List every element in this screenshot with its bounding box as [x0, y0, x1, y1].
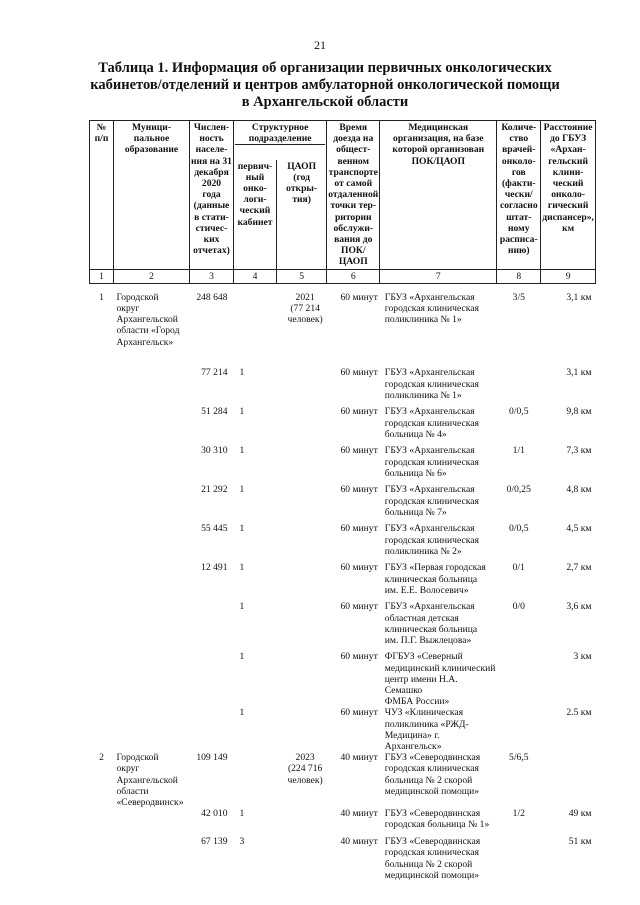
header-line: образование [124, 144, 179, 156]
table-cell-mun [114, 836, 190, 886]
cell-line: ФГБУЗ «Северный [384, 651, 463, 663]
table-cell-n [90, 707, 114, 752]
column-number: 2 [114, 269, 190, 283]
table-cell-pop [190, 651, 234, 707]
cell-line: ГБУЗ «Архангельская [384, 367, 475, 379]
table-cell-mun [114, 752, 190, 808]
table-row [90, 707, 596, 752]
table-cell-pok: 1 [239, 707, 245, 719]
title-line-1: Таблица 1. Информация об организации первичных онкологических [98, 60, 552, 76]
table-cell-caop [277, 367, 327, 406]
header-line: населе- [195, 144, 228, 156]
cell-line: городская клиническая [384, 847, 479, 859]
header-line: онколо- [501, 155, 536, 167]
cell-line: человек) [287, 314, 323, 326]
header-line: ческий [239, 205, 271, 217]
header-line: венном [337, 155, 370, 167]
table-cell-pop: 12 491 [201, 562, 228, 574]
table-cell-org [380, 484, 497, 523]
header-line: общест- [336, 144, 371, 156]
table-row [90, 484, 596, 523]
cell-line: ГБУЗ «Архангельская [384, 406, 475, 418]
table-cell-pop [190, 601, 234, 651]
table-cell-doc [497, 651, 541, 707]
table-cell-dist: 4,8 км [566, 484, 592, 496]
table-cell-mun [114, 406, 190, 445]
header-line: Медицинская [408, 122, 469, 133]
table-cell-pop: 109 149 [196, 752, 228, 764]
table-cell-dist: 51 км [568, 836, 592, 848]
header-line: ческий [552, 178, 584, 190]
table-cell-caop [277, 808, 327, 836]
table-row [90, 808, 596, 836]
table-cell-pok: 1 [239, 808, 245, 820]
table-cell-pop: 30 310 [201, 445, 228, 457]
header-line: чески/ [504, 189, 533, 201]
header-line: ритории [334, 211, 372, 223]
table-row [90, 651, 596, 707]
table-cell-dist [541, 752, 596, 808]
cell-line: Медицина» г. Архангельск» [384, 729, 442, 752]
table-cell-pop: 248 648 [196, 291, 228, 303]
table-cell-time: 60 минут [340, 651, 378, 663]
table-cell-dist: 3,1 км [566, 291, 592, 303]
cell-line: ГБУЗ «Архангельская [384, 601, 475, 613]
table-cell-caop [277, 484, 327, 523]
table-cell-caop [277, 836, 327, 886]
title-line-2: кабинетов/отделений и центров амбулаторной онкологической помощи [90, 77, 560, 93]
table-cell-n [90, 562, 114, 601]
table-cell-org [380, 808, 497, 836]
table-cell-org [380, 445, 497, 484]
header-line: Расстояние [543, 122, 593, 133]
table-cell-mun [114, 445, 190, 484]
cell-line: больница № 4» [384, 428, 447, 440]
header-line: ЦАОП [338, 256, 368, 268]
header-line: от самой [334, 178, 373, 190]
header-line: Муници- [131, 122, 172, 133]
header-caop [277, 160, 327, 270]
header-line: пальное [133, 133, 170, 145]
oncology-table [89, 120, 596, 886]
header-line: 2020 [201, 178, 222, 190]
table-cell-dist: 3,1 км [566, 367, 592, 379]
table-cell-n [90, 484, 114, 523]
table-cell-doc: 0/0,5 [509, 406, 529, 418]
cell-line: городская больница № 1» [384, 819, 490, 831]
header-population [190, 121, 234, 270]
table-cell-pop: 67 139 [201, 836, 228, 848]
cell-line: ГБУЗ «Архангельская [384, 484, 475, 496]
table-cell-pop: 51 284 [201, 406, 228, 418]
column-number: 6 [327, 269, 380, 283]
cell-line: ГБУЗ «Первая городская [384, 562, 486, 574]
table-cell-pok [234, 283, 277, 367]
header-oncologists-count [497, 121, 541, 270]
table-cell-pop: 42 010 [201, 808, 228, 820]
table-cell-dist: 9,8 км [566, 406, 592, 418]
header-line: ный [245, 171, 265, 183]
header-line: в стати- [194, 211, 229, 223]
table-cell-pok: 1 [239, 523, 245, 535]
table-cell-pok [234, 752, 277, 808]
header-line: логи- [243, 194, 267, 206]
header-line: отдаленной [328, 189, 379, 201]
header-medical-organization [380, 121, 497, 270]
cell-line: области [116, 785, 149, 797]
table-cell-caop [277, 445, 327, 484]
header-line: первич- [237, 160, 273, 172]
cell-line: городская клиническая [384, 495, 479, 507]
table-cell-n [90, 601, 114, 651]
table-cell-mun [114, 651, 190, 707]
cell-line: клиническая больница [384, 573, 478, 585]
header-line: врачей- [502, 144, 536, 156]
table-cell-n [90, 367, 114, 406]
header-line: ния на 31 [191, 155, 232, 167]
header-line: ПОК/ЦАОП [411, 155, 465, 167]
header-line: гельский [548, 155, 588, 167]
cell-line: Городской [116, 752, 159, 764]
table-cell-doc [497, 836, 541, 886]
table-cell-doc: 0/0,25 [506, 484, 531, 496]
table-row [90, 752, 596, 808]
table-cell-time: 60 минут [340, 367, 378, 379]
cell-line: городская клиническая [384, 378, 479, 390]
header-travel-time [327, 121, 380, 270]
table-cell-pop [190, 707, 234, 752]
header-line: онко- [243, 183, 267, 195]
cell-line: 2021 [295, 291, 315, 303]
header-line: (данные [193, 200, 230, 212]
table-row [90, 367, 596, 406]
table-cell-org [380, 562, 497, 601]
table-row [90, 283, 596, 367]
table-cell-doc: 3/5 [512, 291, 525, 303]
table-cell-time: 60 минут [340, 562, 378, 574]
cell-line: городская клиническая [384, 534, 479, 546]
table-row [90, 445, 596, 484]
table-cell-caop [277, 562, 327, 601]
table-cell-org [380, 523, 497, 562]
table-cell-time: 60 минут [340, 484, 378, 496]
cell-line: больница № 2 скорой [384, 858, 473, 870]
cell-line: области «Город [116, 325, 180, 337]
cell-line: округ [116, 303, 140, 315]
column-number: 9 [541, 269, 596, 283]
cell-line: медицинский клинический [384, 662, 496, 674]
table-cell-mun [114, 484, 190, 523]
table-cell-dist: 2,7 км [566, 562, 592, 574]
header-line: доезда на [333, 133, 374, 145]
table-cell-n [90, 445, 114, 484]
cell-line: человек) [287, 774, 323, 786]
cell-line: больница № 7» [384, 506, 447, 518]
table-cell-time: 40 минут [340, 752, 378, 764]
cell-line: ФМБА России» [384, 696, 450, 708]
table-cell-dist: 3,6 км [566, 601, 592, 613]
table-cell-caop [277, 283, 327, 367]
table-cell-doc: 0/1 [512, 562, 525, 574]
cell-line: им. П.Г. Выжлецова» [384, 634, 472, 646]
column-number: 5 [277, 269, 327, 283]
header-line: года [202, 189, 221, 201]
table-cell-caop [277, 707, 327, 752]
table-cell-org [380, 367, 497, 406]
header-primary-cabinet [234, 160, 277, 270]
title-line-3: в Архангельской области [241, 94, 409, 110]
table-cell-org [380, 406, 497, 445]
header-line: ность [199, 133, 224, 145]
table-cell-dist: 7,3 км [566, 445, 592, 457]
header-line: гический [547, 200, 589, 212]
cell-line: городская клиническая [384, 456, 479, 468]
column-number: 8 [497, 269, 541, 283]
cell-line: больница № 2 скорой [384, 774, 473, 786]
table-cell-doc: 0/0 [512, 601, 525, 613]
header-line: согласно [499, 200, 538, 212]
header-line: (год [293, 171, 310, 183]
table-cell-caop [277, 523, 327, 562]
table-cell-pop: 77 214 [201, 367, 228, 379]
table-cell-time: 60 минут [340, 291, 378, 303]
cell-line: поликлиника № 1» [384, 314, 462, 326]
cell-line: медицинской помощи» [384, 869, 480, 881]
table-cell-caop [277, 406, 327, 445]
table-cell-mun [114, 707, 190, 752]
table-cell-pop: 21 292 [201, 484, 228, 496]
header-line: гов [511, 166, 526, 178]
column-number: 7 [380, 269, 497, 283]
table-cell-doc: 0/0,5 [509, 523, 529, 535]
header-line: вания до [334, 234, 373, 246]
table-cell-n [90, 406, 114, 445]
table-row [90, 406, 596, 445]
header-line: организация, на базе [393, 133, 484, 145]
table-cell-n [90, 651, 114, 707]
header-number [90, 121, 114, 270]
table-cell-n: 2 [99, 752, 104, 764]
table-cell-n [90, 836, 114, 886]
cell-line: ГБУЗ «Северодвинская [384, 752, 481, 764]
header-line: клини- [552, 166, 584, 178]
header-distance [541, 121, 596, 270]
cell-line: Архангельской [116, 774, 178, 786]
header-line: Количе- [501, 122, 537, 133]
table-cell-org [380, 651, 497, 707]
header-line: ЦАОП [287, 160, 317, 172]
table-cell-time: 60 минут [340, 406, 378, 418]
cell-line: 2023 [295, 752, 315, 764]
cell-line: Городской [116, 291, 159, 303]
table-cell-caop [277, 651, 327, 707]
cell-line: больница № 6» [384, 467, 447, 479]
header-line: стичес- [195, 222, 228, 234]
page-number: 21 [314, 38, 326, 52]
table-cell-dist: 3 км [573, 651, 592, 663]
header-line: п/п [94, 133, 109, 145]
column-numbers-row [90, 269, 596, 283]
table-cell-dist: 4,5 км [566, 523, 592, 535]
cell-line: ЧУЗ «Клиническая [384, 707, 464, 719]
table-cell-pok: 1 [239, 562, 245, 574]
cell-line: ГБУЗ «Архангельская [384, 445, 475, 457]
table-cell-n [90, 523, 114, 562]
table-cell-org [380, 836, 497, 886]
cell-line: ГБУЗ «Архангельская [384, 523, 475, 535]
table-cell-n [90, 808, 114, 836]
header-line: точки тер- [330, 200, 377, 212]
table-cell-mun [114, 367, 190, 406]
cell-line: клиническая больница [384, 623, 478, 635]
header-line: декабря [194, 166, 229, 178]
table-row [90, 523, 596, 562]
table-title [60, 60, 590, 111]
table-cell-caop [277, 752, 327, 808]
header-line: тия) [292, 194, 311, 206]
table-cell-org [380, 707, 497, 752]
header-line: ПОК/ [341, 245, 366, 257]
cell-line: ГБУЗ «Архангельская [384, 291, 475, 303]
table-cell-doc [497, 707, 541, 752]
header-structural-unit [234, 121, 327, 160]
header-line: Числен- [193, 122, 230, 133]
table-cell-pok: 1 [239, 651, 245, 663]
table-cell-mun [114, 601, 190, 651]
table-cell-mun [114, 523, 190, 562]
table-cell-time: 60 минут [340, 601, 378, 613]
cell-line: Архангельск» [116, 336, 174, 348]
cell-line: медицинской помощи» [384, 785, 480, 797]
header-line: онколо- [551, 189, 585, 201]
table-cell-pop: 55 445 [201, 523, 228, 535]
cell-line: ГБУЗ «Северодвинская [384, 836, 481, 848]
cell-line: городская клиническая [384, 763, 479, 775]
table-cell-pok: 1 [239, 367, 245, 379]
header-line: ких [203, 234, 220, 246]
table-cell-dist: 49 км [568, 808, 592, 820]
cell-line: поликлиника «РЖД- [384, 718, 469, 730]
cell-line: Архангельской [116, 314, 178, 326]
table-cell-doc: 1/2 [512, 808, 525, 820]
table-cell-time: 60 минут [340, 445, 378, 457]
cell-line: им. Е.Е. Волосевич» [384, 584, 469, 596]
header-line: ному [508, 222, 530, 234]
header-line: которой организован [392, 144, 485, 156]
cell-line: центр имени Н.А. Семашко [384, 673, 458, 696]
column-number: 1 [90, 269, 114, 283]
cell-line: ГБУЗ «Северодвинская [384, 808, 481, 820]
header-line: до ГБУЗ [550, 133, 587, 145]
header-line: Время [339, 122, 368, 133]
table-cell-caop [277, 601, 327, 651]
structural-unit-title: Структурное подразделение [235, 122, 325, 145]
table-row [90, 836, 596, 886]
table-cell-org [380, 752, 497, 808]
table-cell-org [380, 601, 497, 651]
table-cell-time: 40 минут [340, 808, 378, 820]
column-number: 4 [234, 269, 277, 283]
header-line: обслужи- [333, 222, 374, 234]
table-cell-time: 60 минут [340, 523, 378, 535]
table-cell-pok: 1 [239, 601, 245, 613]
cell-line: «Северодвинск» [116, 796, 184, 808]
table-row [90, 601, 596, 651]
header-line: транспорте [328, 166, 378, 178]
column-number: 3 [190, 269, 234, 283]
table-cell-doc [497, 367, 541, 406]
table-cell-n: 1 [99, 291, 104, 303]
header-line: (факти- [501, 178, 536, 190]
header-line: нию) [507, 245, 530, 257]
table-cell-doc: 5/6,5 [509, 752, 529, 764]
table-cell-mun [114, 808, 190, 836]
header-line: расписа- [499, 234, 538, 246]
table-cell-pok: 1 [239, 484, 245, 496]
cell-line: областная детская [384, 612, 459, 624]
cell-line: поликлиника № 1» [384, 389, 462, 401]
table-row [90, 562, 596, 601]
header-line: откры- [286, 183, 318, 195]
table-cell-pok: 1 [239, 406, 245, 418]
table-cell-pok: 1 [239, 445, 245, 457]
table-cell-org [380, 283, 497, 367]
table-cell-mun [114, 562, 190, 601]
cell-line: поликлиника № 2» [384, 545, 462, 557]
table-cell-pok: 3 [239, 836, 245, 848]
cell-line: (77 214 [290, 303, 320, 315]
table-cell-doc: 1/1 [512, 445, 525, 457]
header-line: ство [509, 133, 529, 145]
header-line: № [96, 122, 107, 133]
table-cell-time: 40 минут [340, 836, 378, 848]
cell-line: городская клиническая [384, 417, 479, 429]
table-cell-mun [114, 283, 190, 367]
header-line: «Архан- [550, 144, 586, 156]
header-line: отчетах) [193, 245, 230, 257]
cell-line: (224 716 [287, 763, 323, 775]
header-line: штат- [506, 211, 532, 223]
header-line: км [562, 222, 575, 234]
header-line: диспансер», [542, 211, 594, 223]
cell-line: городская клиническая [384, 303, 479, 315]
cell-line: округ [116, 763, 140, 775]
header-municipality [114, 121, 190, 270]
table-cell-time: 60 минут [340, 707, 378, 719]
table-cell-dist: 2.5 км [566, 707, 592, 719]
header-line: кабинет [237, 216, 273, 228]
